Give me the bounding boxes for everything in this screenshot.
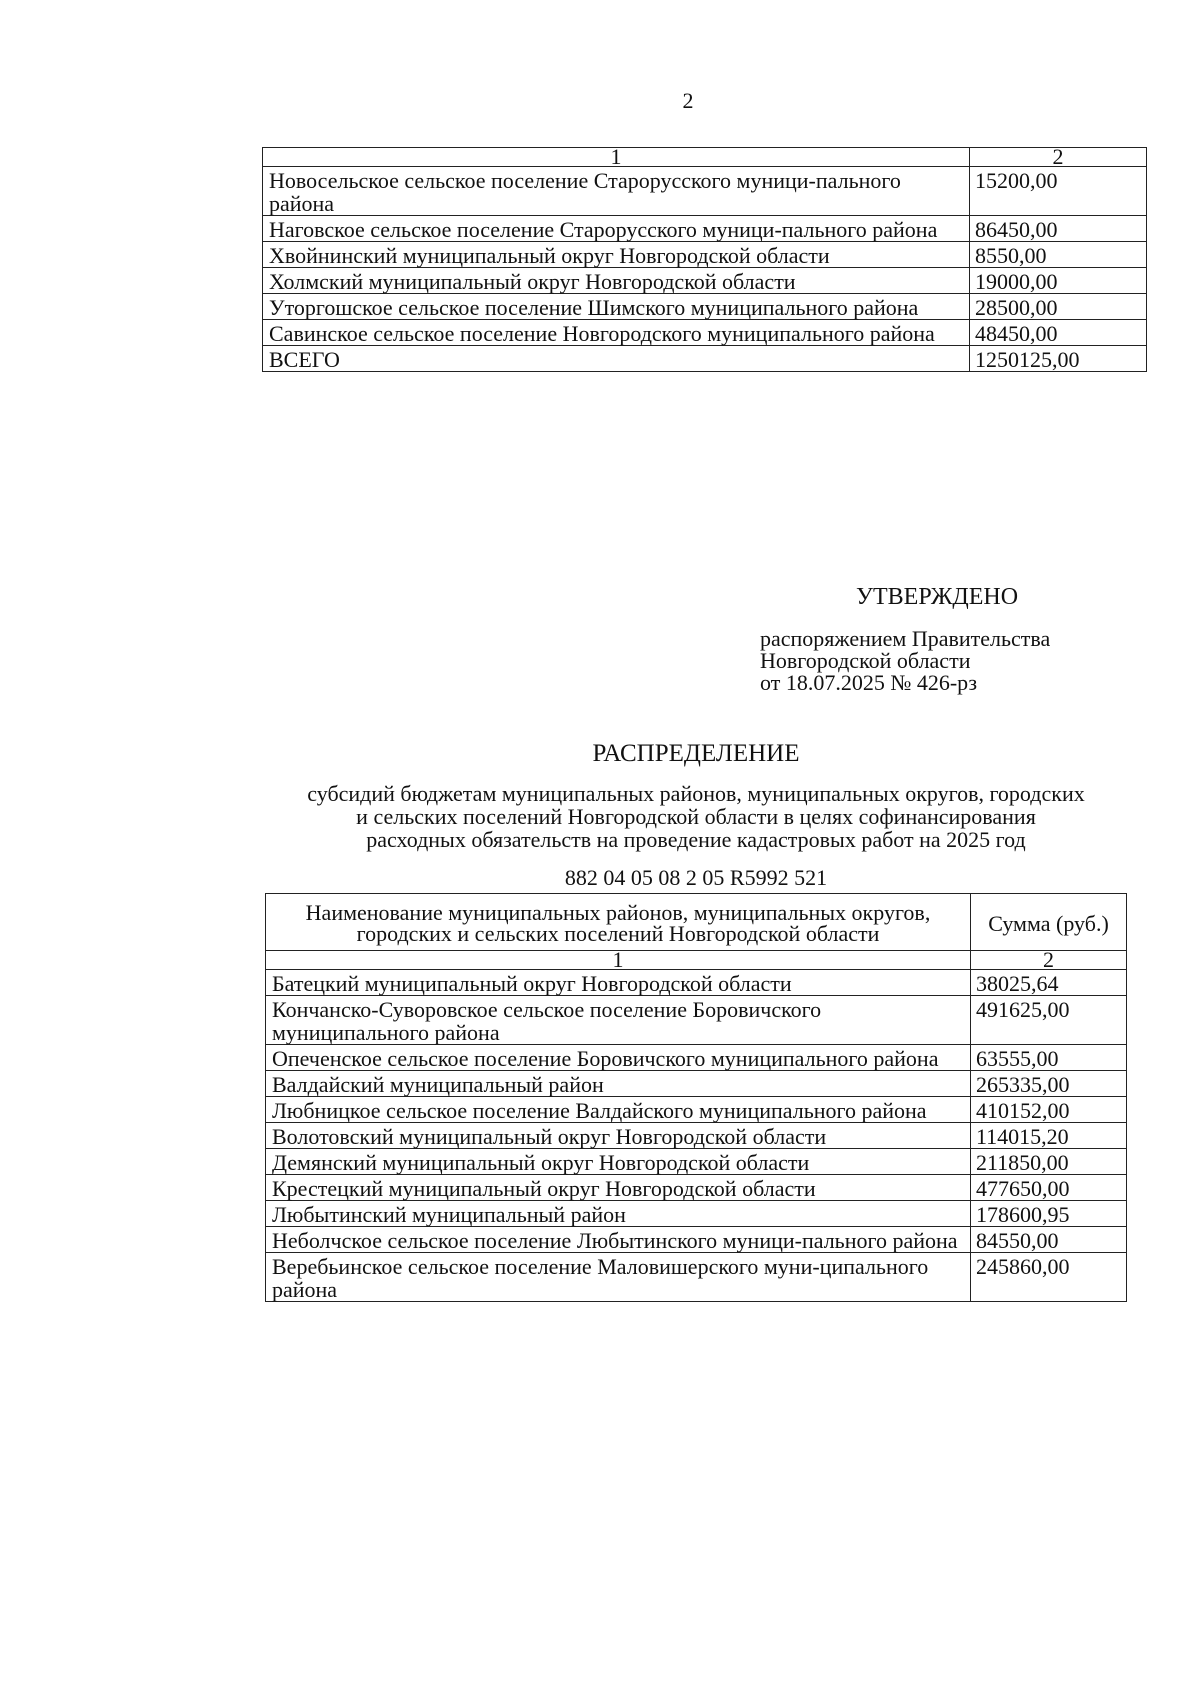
column-number: 2	[971, 951, 1127, 970]
column-number: 2	[970, 148, 1147, 167]
municipality-name: Демянский муниципальный округ Новгородской области	[266, 1149, 971, 1175]
document-title: РАСПРЕДЕЛЕНИЕ	[592, 740, 800, 767]
table-row	[266, 996, 1127, 1045]
municipality-name: Любницкое сельское поселение Валдайского муниципального района	[266, 1097, 971, 1123]
table-row	[266, 970, 1127, 996]
amount-cell: 48450,00	[970, 320, 1147, 346]
table-row	[266, 1097, 1127, 1123]
budget-classification-code: 882 04 05 08 2 05 R5992 521	[564, 865, 828, 890]
table-row	[266, 1201, 1127, 1227]
amount-cell: 28500,00	[970, 294, 1147, 320]
column-number: 1	[263, 148, 970, 167]
table-row	[266, 1149, 1127, 1175]
approval-line: Новгородской области	[760, 648, 971, 673]
column-number-row	[263, 148, 1147, 167]
amount-cell: 84550,00	[971, 1227, 1127, 1253]
municipality-name: Новосельское сельское поселение Старорусского муници-пального района	[263, 167, 970, 216]
municipality-name: Крестецкий муниципальный округ Новгородской области	[266, 1175, 971, 1201]
distribution-table	[265, 893, 1127, 1302]
amount-cell: 477650,00	[971, 1175, 1127, 1201]
document-subtitle-line: и сельских поселений Новгородской области в целях софинансирования	[356, 804, 1036, 829]
municipality-name: Батецкий муниципальный округ Новгородской области	[266, 970, 971, 996]
table-row	[266, 1175, 1127, 1201]
municipality-name: Хвойнинский муниципальный округ Новгородской области	[263, 242, 970, 268]
document-subtitle-line: расходных обязательств на проведение кадастровых работ на 2025 год	[366, 827, 1026, 852]
amount-cell: 19000,00	[970, 268, 1147, 294]
table-row	[263, 167, 1147, 216]
header-amount: Сумма (руб.)	[971, 894, 1127, 951]
amount-cell: 211850,00	[971, 1149, 1127, 1175]
municipality-name: Холмский муниципальный округ Новгородской области	[263, 268, 970, 294]
total-label: ВСЕГО	[263, 346, 970, 372]
municipality-name: Опеченское сельское поселение Боровичского муниципального района	[266, 1045, 971, 1071]
table-row	[263, 216, 1147, 242]
municipality-name: Волотовский муниципальный округ Новгородской области	[266, 1123, 971, 1149]
total-row	[263, 346, 1147, 372]
municipality-name: Уторгошское сельское поселение Шимского муниципального района	[263, 294, 970, 320]
municipality-name: Савинское сельское поселение Новгородского муниципального района	[263, 320, 970, 346]
table-row	[266, 1253, 1127, 1302]
municipality-name: Валдайский муниципальный район	[266, 1071, 971, 1097]
continued-allocation-table	[262, 144, 1147, 372]
distribution-title-block	[240, 740, 1152, 891]
table-row	[263, 320, 1147, 346]
approval-stamp-block	[760, 586, 1160, 694]
table-row	[266, 1123, 1127, 1149]
amount-cell: 491625,00	[971, 996, 1127, 1045]
amount-cell: 245860,00	[971, 1253, 1127, 1302]
table-row	[266, 1045, 1127, 1071]
amount-cell: 265335,00	[971, 1071, 1127, 1097]
approval-line: распоряжением Правительства	[760, 626, 1051, 651]
amount-cell: 178600,95	[971, 1201, 1127, 1227]
amount-cell: 8550,00	[970, 242, 1147, 268]
municipality-name: Кончанско-Суворовское сельское поселение Боровичского муниципального района	[266, 996, 971, 1045]
column-number-row	[266, 951, 1127, 970]
municipality-name: Неболчское сельское поселение Любытинского муници-пального района	[266, 1227, 971, 1253]
document-subtitle-line: субсидий бюджетам муниципальных районов, муниципальных округов, городских	[307, 781, 1085, 806]
amount-cell: 114015,20	[971, 1123, 1127, 1149]
total-amount: 1250125,00	[970, 346, 1147, 372]
page-number: 2	[682, 88, 694, 113]
header-municipality-name: Наименование муниципальных районов, муниципальных округов, городских и сельских поселений Новгородской области	[266, 894, 971, 951]
table-row	[266, 1227, 1127, 1253]
table-row	[263, 242, 1147, 268]
column-number: 1	[266, 951, 971, 970]
amount-cell: 63555,00	[971, 1045, 1127, 1071]
table-row	[266, 1071, 1127, 1097]
municipality-name: Веребьинское сельское поселение Маловишерского муни-ципального района	[266, 1253, 971, 1302]
municipality-name: Любытинский муниципальный район	[266, 1201, 971, 1227]
amount-cell: 86450,00	[970, 216, 1147, 242]
municipality-name: Наговское сельское поселение Старорусского муници-пального района	[263, 216, 970, 242]
amount-cell: 410152,00	[971, 1097, 1127, 1123]
approval-heading: УТВЕРЖДЕНО	[856, 584, 1019, 610]
amount-cell: 15200,00	[970, 167, 1147, 216]
table-row	[263, 268, 1147, 294]
approval-line: от 18.07.2025 № 426-рз	[760, 670, 978, 695]
table-row	[263, 294, 1147, 320]
table-header-row	[266, 894, 1127, 951]
amount-cell: 38025,64	[971, 970, 1127, 996]
